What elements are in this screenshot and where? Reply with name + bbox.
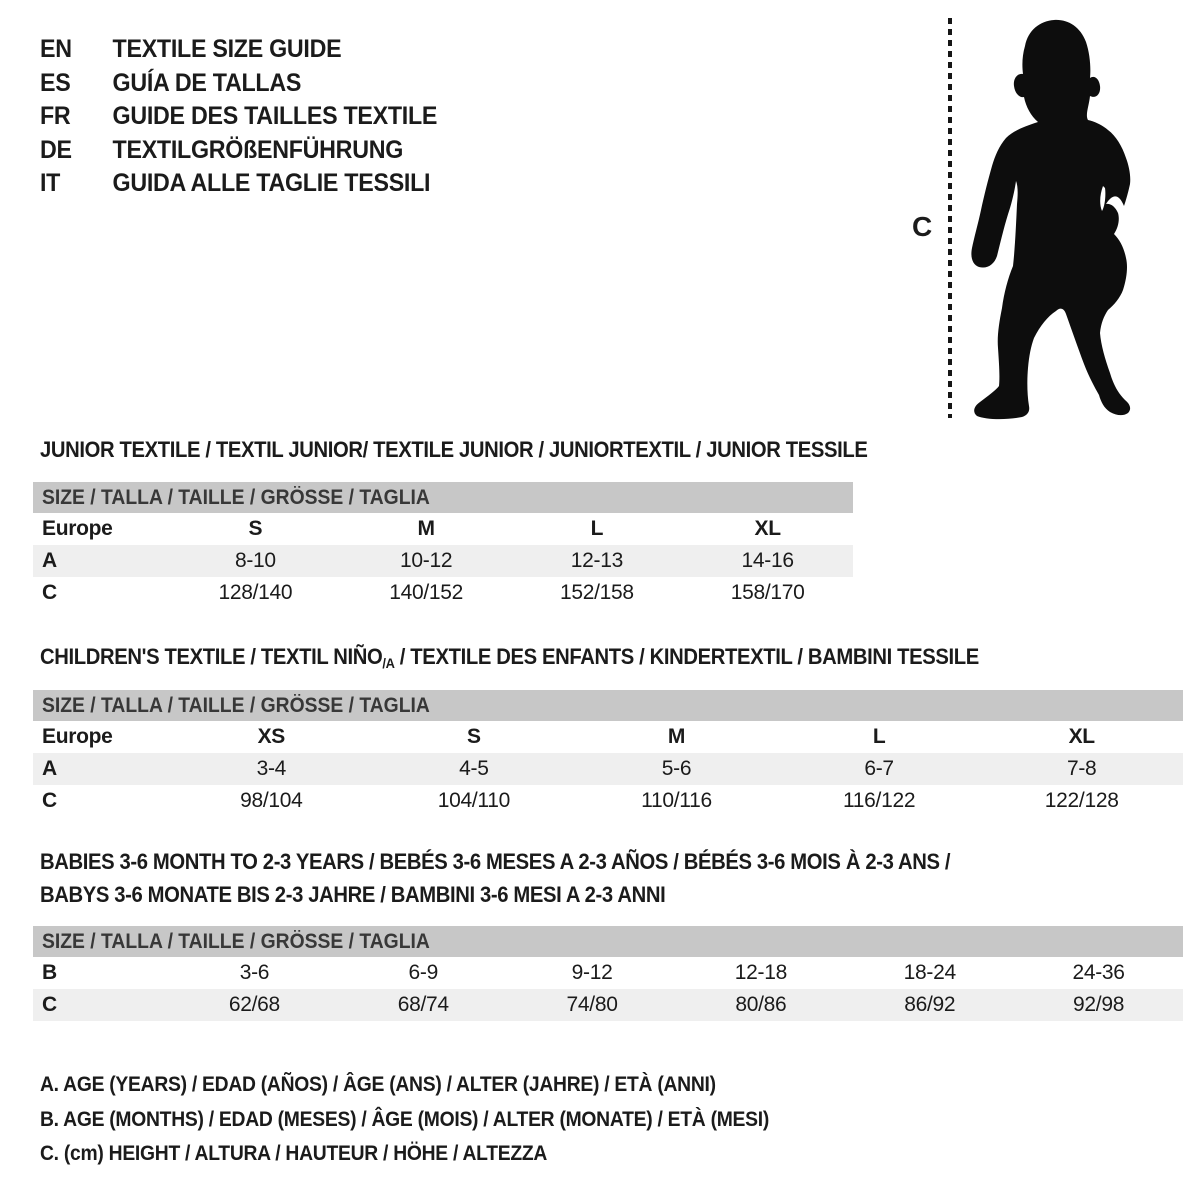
babies-section-title [40, 845, 950, 911]
months-cell: 18-24 [903, 961, 956, 984]
size-header-bar [33, 690, 1183, 721]
age-cell: 3-4 [256, 757, 287, 780]
age-cell: 10-12 [400, 549, 453, 572]
months-cell: 6-9 [408, 961, 438, 984]
guide-title: TEXTILGRÖßENFÜHRUNG [112, 135, 404, 164]
height-cell: 116/122 [842, 789, 916, 812]
babies-title-line1: BABIES 3-6 MONTH TO 2-3 YEARS / BEBÉS 3-6 MESES A 2-3 AÑOS / BÉBÉS 3-6 MOIS À 2-3 ANS / [40, 849, 951, 874]
row-label: A [42, 757, 57, 780]
junior-section-title: JUNIOR TEXTILE / TEXTIL JUNIOR/ TEXTILE JUNIOR / JUNIORTEXTIL / JUNIOR TESSILE [40, 437, 868, 462]
table-row [33, 577, 853, 609]
legend-footnotes [40, 1068, 769, 1172]
size-cell: M [417, 517, 435, 540]
months-cell: 12-18 [734, 961, 788, 984]
height-measure-line [948, 18, 952, 418]
row-label: Europe [42, 725, 113, 748]
size-cell: XL [754, 517, 781, 540]
height-cell: 104/110 [437, 789, 511, 812]
row-label: Europe [42, 517, 113, 540]
babies-size-table [33, 926, 1183, 1021]
height-cell: 62/68 [228, 993, 280, 1016]
lang-code: FR [40, 102, 71, 130]
table-row [33, 753, 1183, 785]
table-row [33, 957, 1183, 989]
size-header-label: SIZE / TALLA / TAILLE / GRÖSSE / TAGLIA [42, 694, 430, 717]
children-size-table [33, 690, 1183, 817]
size-cell: XS [257, 725, 285, 748]
nino-a-subscript: /A [382, 655, 395, 671]
age-cell: 4-5 [459, 757, 489, 780]
size-header-bar [33, 482, 853, 513]
age-cell: 7-8 [1066, 757, 1097, 780]
height-cell: 110/116 [641, 789, 712, 812]
row-label: C [42, 993, 57, 1016]
age-cell: 6-7 [864, 757, 894, 780]
height-cell: 86/92 [904, 993, 956, 1016]
months-cell: 9-12 [571, 961, 613, 984]
height-cell: 128/140 [218, 581, 293, 604]
table-row [33, 545, 853, 577]
footnote-b: B. AGE (MONTHS) / EDAD (MESES) / ÂGE (MOIS) / ALTER (MONATE) / ETÀ (MESI) [40, 1107, 770, 1131]
row-label: C [42, 789, 57, 812]
height-label-c: C [912, 211, 933, 242]
guide-title: GUÍA DE TALLAS [112, 68, 302, 97]
size-cell: S [467, 725, 481, 748]
size-header-bar [33, 926, 1183, 957]
footnote-c: C. (cm) HEIGHT / ALTURA / HAUTEUR / HÖHE / ALTEZZA [40, 1142, 548, 1165]
babies-title-line2: BABYS 3-6 MONATE BIS 2-3 JAHRE / BAMBINI 3-6 MESI A 2-3 ANNI [40, 882, 666, 907]
height-cell: 74/80 [566, 993, 618, 1016]
height-cell: 152/158 [559, 581, 634, 604]
size-header-label: SIZE / TALLA / TAILLE / GRÖSSE / TAGLIA [42, 930, 430, 953]
height-cell: 140/152 [389, 581, 464, 604]
size-cell: M [667, 725, 686, 748]
guide-title: GUIDA ALLE TAGLIE TESSILI [112, 169, 431, 197]
size-cell: L [590, 517, 604, 540]
age-cell: 5-6 [661, 757, 692, 780]
baby-silhouette-icon [968, 18, 1138, 423]
height-cell: 98/104 [240, 789, 303, 812]
lang-code: IT [40, 169, 61, 197]
size-cell: S [248, 517, 263, 540]
size-cell: L [872, 725, 886, 748]
table-row [33, 721, 1183, 753]
age-cell: 8-10 [234, 549, 276, 572]
age-cell: 14-16 [741, 549, 794, 572]
age-cell: 12-13 [570, 549, 623, 572]
row-label: A [42, 549, 57, 572]
junior-size-table [33, 482, 853, 609]
months-cell: 3-6 [239, 961, 270, 984]
table-row [33, 989, 1183, 1021]
footnote-a: A. AGE (YEARS) / EDAD (AÑOS) / ÂGE (ANS) / ALTER (JAHRE) / ETÀ (ANNI) [40, 1073, 716, 1096]
guide-title: GUIDE DES TAILLES TEXTILE [112, 102, 438, 130]
height-cell: 92/98 [1073, 993, 1125, 1016]
months-cell: 24-36 [1072, 961, 1125, 984]
lang-code: EN [40, 35, 72, 63]
height-cell: 122/128 [1044, 789, 1119, 812]
table-row [33, 513, 853, 545]
table-row [33, 785, 1183, 817]
children-section-title: CHILDREN'S TEXTILE / TEXTIL $NIÑO_{/A}$ / TEXTILE DES ENFANTS / KINDERTEXTIL / BAMBINI TESSILE [40, 644, 979, 671]
lang-code: DE [40, 135, 72, 164]
height-cell: 158/170 [730, 581, 805, 604]
size-cell: XL [1068, 725, 1095, 748]
row-label: B [42, 961, 57, 984]
row-label: C [42, 581, 57, 604]
size-header-label: SIZE / TALLA / TAILLE / GRÖSSE / TAGLIA [42, 486, 430, 509]
height-cell: 68/74 [397, 993, 449, 1016]
guide-title: TEXTILE SIZE GUIDE [112, 35, 342, 63]
lang-code: ES [40, 68, 71, 97]
height-cell: 80/86 [735, 993, 787, 1016]
language-title-block [40, 33, 437, 201]
